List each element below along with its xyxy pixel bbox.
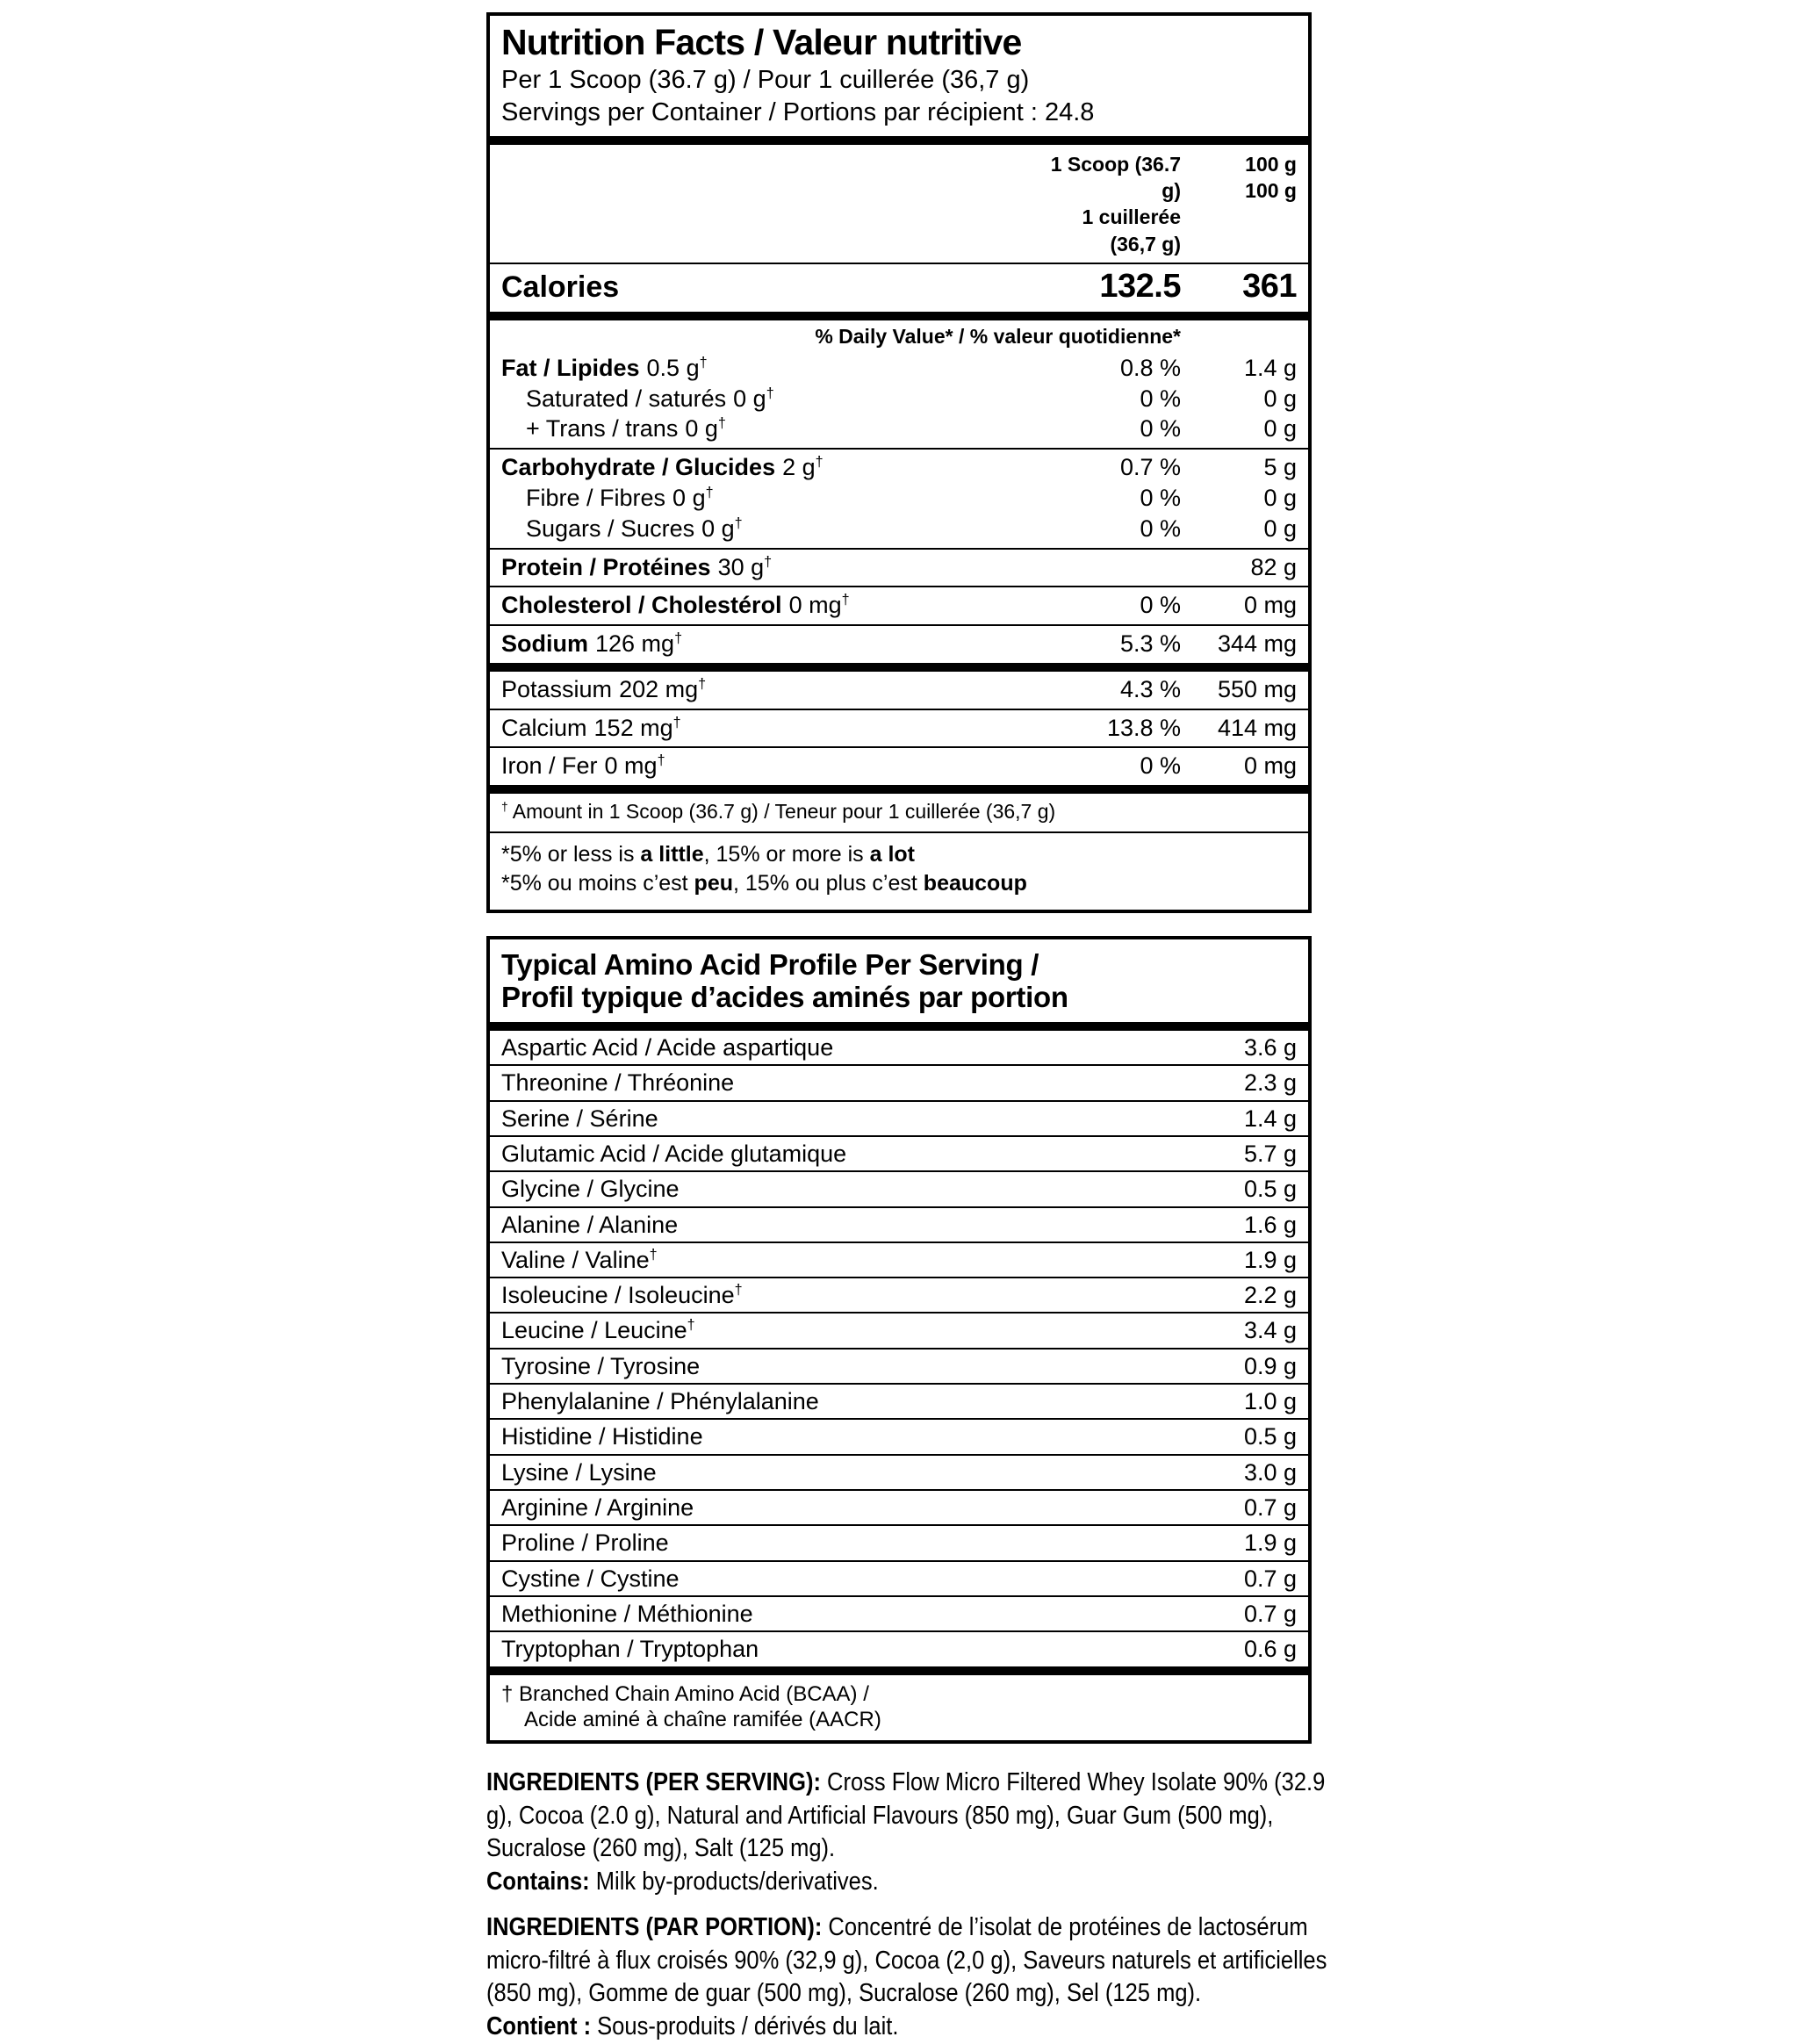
- nutrient-row-sodium: [490, 626, 1308, 663]
- amino-name: Aspartic Acid / Acide aspartique: [501, 1033, 834, 1061]
- nutrient-name: Potassium 202 mg†: [501, 675, 707, 702]
- dagger-symbol: †: [501, 800, 508, 814]
- amino-row-alanine: [490, 1208, 1308, 1243]
- amino-value: 2.3 g: [1243, 1069, 1297, 1097]
- nutrient-dv: 0.8 %: [1119, 354, 1181, 381]
- amino-value: 3.4 g: [1243, 1317, 1297, 1344]
- nutrient-per100: 82 g: [1250, 553, 1297, 580]
- nutrient-dv: 0.7 %: [1119, 454, 1181, 481]
- nutrient-per100: 0 g: [1263, 485, 1297, 511]
- amino-name: Glycine / Glycine: [501, 1176, 680, 1203]
- amino-value: 3.0 g: [1243, 1458, 1297, 1486]
- per-100g-column-header: [1181, 151, 1297, 257]
- contient-line: Contient : Sous-produits / dérivés du lait.: [486, 2012, 899, 2040]
- nutrient-name: Saturated / saturés 0 g†: [526, 385, 774, 412]
- thick-divider: [490, 312, 1308, 320]
- servings-per-container-line: Servings per Container / Portions par récipient : 24.8: [501, 97, 1095, 126]
- amino-value: 0.5 g: [1243, 1176, 1297, 1203]
- per-scoop-column-header: [1049, 151, 1181, 257]
- calories-per-100g: 361: [1242, 267, 1297, 305]
- label-content: [486, 12, 1327, 2044]
- thick-divider: [490, 1666, 1308, 1675]
- amino-row-cystine: [490, 1562, 1308, 1597]
- ingredients-section: [486, 1767, 1348, 2044]
- daily-value-header: % Daily Value* / % valeur quotidienne*: [815, 324, 1181, 348]
- dagger-symbol: †: [815, 454, 823, 471]
- amino-name: Leucine / Leucine†: [501, 1317, 695, 1344]
- amino-value: 1.9 g: [1243, 1529, 1297, 1557]
- amino-name: Histidine / Histidine: [501, 1423, 703, 1450]
- amino-value: 1.4 g: [1243, 1105, 1297, 1132]
- contains-line: Contains: Milk by-products/derivatives.: [486, 1868, 879, 1896]
- per-scoop-header-en: 1 Scoop (36.7 g): [1050, 152, 1181, 202]
- nutrient-name: Sodium 126 mg†: [501, 630, 683, 658]
- contains-label: Contains:: [486, 1868, 590, 1896]
- amino-value: 1.6 g: [1243, 1211, 1297, 1238]
- nutrient-per100: 0 g: [1263, 415, 1297, 443]
- nutrient-per100: 344 mg: [1217, 630, 1297, 658]
- amino-value: 0.9 g: [1243, 1352, 1297, 1379]
- bcaa-footnote-fr: Acide aminé à chaîne ramifée (AACR): [524, 1707, 881, 1731]
- amino-row-tryptophan: [490, 1632, 1308, 1666]
- calories-row: [490, 264, 1308, 312]
- nutrient-row-carbohydrate: [490, 450, 1308, 483]
- amino-value: 0.6 g: [1243, 1636, 1297, 1663]
- nutrient-row-saturated: [490, 384, 1308, 414]
- nutrient-dv: 0 %: [1140, 752, 1181, 780]
- amino-row-lysine: [490, 1456, 1308, 1491]
- nutrient-per100: 550 mg: [1217, 675, 1297, 702]
- percent-guide-footnote: [490, 833, 1308, 910]
- calories-label: Calories: [501, 270, 620, 304]
- amino-value: 2.2 g: [1243, 1282, 1297, 1309]
- thick-divider: [490, 1022, 1308, 1031]
- nutrient-per100: 0 mg: [1243, 592, 1297, 619]
- nutrient-per100: 0 g: [1263, 515, 1297, 542]
- calories-per-scoop: 132.5: [1099, 267, 1181, 305]
- amino-value: 0.5 g: [1243, 1423, 1297, 1450]
- dagger-symbol: †: [649, 1246, 658, 1263]
- amino-value: 5.7 g: [1243, 1140, 1297, 1167]
- nutrient-row-protein: [490, 550, 1308, 587]
- amino-row-valine: [490, 1243, 1308, 1278]
- nutrient-name: Calcium 152 mg†: [501, 714, 681, 741]
- dagger-symbol: †: [766, 385, 774, 401]
- dagger-symbol: †: [698, 675, 707, 692]
- nutrient-per100: 1.4 g: [1243, 354, 1297, 381]
- amino-acid-panel: [486, 936, 1312, 1744]
- nutrient-row-trans: [490, 414, 1308, 448]
- amino-name: Glutamic Acid / Acide glutamique: [501, 1140, 847, 1167]
- dagger-symbol: †: [687, 1317, 695, 1334]
- amino-row-serine: [490, 1102, 1308, 1137]
- amino-acid-title-fr: Profil typique d’acides aminés par portion: [501, 981, 1068, 1014]
- ingredients-fr-label: INGREDIENTS (PAR PORTION):: [486, 1912, 823, 1941]
- amino-row-leucine: [490, 1313, 1308, 1349]
- bcaa-footnote-en: † Branched Chain Amino Acid (BCAA) /: [501, 1681, 869, 1706]
- amino-row-proline: [490, 1526, 1308, 1561]
- nutrient-name: + Trans / trans 0 g†: [526, 415, 726, 443]
- nutrient-per100: 0 g: [1263, 385, 1297, 412]
- dagger-symbol: †: [734, 515, 743, 531]
- amino-row-arginine: [490, 1491, 1308, 1526]
- nutrient-dv: 5.3 %: [1119, 630, 1181, 658]
- nutrient-row-cholesterol: [490, 587, 1308, 624]
- column-headers: [490, 145, 1308, 263]
- per-100g-header-fr: 100 g: [1245, 178, 1297, 202]
- amino-name: Arginine / Arginine: [501, 1494, 694, 1521]
- nutrient-name: Sugars / Sucres 0 g†: [526, 515, 743, 542]
- nutrient-row-iron: [490, 748, 1308, 785]
- dagger-symbol: †: [657, 752, 665, 769]
- percent-guide-fr: *5% ou moins c’est peu, 15% ou plus c’est beaucoup: [501, 871, 1027, 896]
- nutrition-facts-title: Nutrition Facts / Valeur nutritive: [501, 22, 1022, 62]
- dagger-symbol: †: [717, 415, 726, 432]
- contient-label: Contient :: [486, 2012, 592, 2040]
- nutrient-per100: 5 g: [1263, 454, 1297, 481]
- amino-value: 1.0 g: [1243, 1388, 1297, 1415]
- nutrient-dv: 0 %: [1140, 385, 1181, 412]
- amino-value: 0.7 g: [1243, 1600, 1297, 1627]
- nutrient-dv: 0 %: [1140, 515, 1181, 542]
- nutrient-name: Cholesterol / Cholestérol 0 mg†: [501, 592, 850, 619]
- thick-divider: [490, 136, 1308, 145]
- bcaa-footnote: [490, 1675, 1308, 1741]
- nutrition-facts-panel: [486, 12, 1312, 913]
- amount-footnote: † Amount in 1 Scoop (36.7 g) / Teneur pour 1 cuillerée (36,7 g): [501, 800, 1056, 824]
- nutrient-row-potassium: [490, 672, 1308, 709]
- amino-row-tyrosine: [490, 1349, 1308, 1385]
- amino-name: Valine / Valine†: [501, 1246, 658, 1273]
- dagger-symbol: †: [734, 1282, 743, 1299]
- amino-name: Serine / Sérine: [501, 1105, 658, 1132]
- amino-row-glutamic-acid: [490, 1137, 1308, 1172]
- amino-value: 1.9 g: [1243, 1246, 1297, 1273]
- nutrient-dv: 0 %: [1140, 485, 1181, 511]
- nutrient-name: Fat / Lipides 0.5 g†: [501, 354, 708, 381]
- dagger-symbol: †: [705, 485, 714, 500]
- amino-row-histidine: [490, 1420, 1308, 1455]
- amino-acid-title: [490, 939, 1308, 1022]
- amino-name: Cystine / Cystine: [501, 1565, 680, 1592]
- amino-name: Tryptophan / Tryptophan: [501, 1636, 759, 1663]
- amino-value: 3.6 g: [1243, 1033, 1297, 1061]
- serving-size-line: Per 1 Scoop (36.7 g) / Pour 1 cuillerée (36,7 g): [501, 65, 1030, 94]
- amino-row-methionine: [490, 1597, 1308, 1632]
- per-100g-header-en: 100 g: [1245, 152, 1297, 176]
- nutrient-row-sugars: [490, 514, 1308, 548]
- nutrient-dv: 13.8 %: [1106, 714, 1181, 741]
- nutrient-name: Carbohydrate / Glucides 2 g†: [501, 454, 823, 481]
- per-scoop-header-fr: 1 cuillerée (36,7 g): [1082, 205, 1181, 256]
- amino-name: Isoleucine / Isoleucine†: [501, 1282, 743, 1309]
- amino-name: Alanine / Alanine: [501, 1211, 679, 1238]
- dagger-symbol: †: [764, 553, 773, 570]
- nutrient-row-fat: [490, 350, 1308, 384]
- nutrient-name: Iron / Fer 0 mg†: [501, 752, 665, 780]
- thick-divider: [490, 663, 1308, 672]
- amino-row-threonine: [490, 1066, 1308, 1101]
- dagger-symbol: †: [672, 714, 681, 731]
- amino-name: Tyrosine / Tyrosine: [501, 1352, 701, 1379]
- nutrient-per100: 414 mg: [1217, 714, 1297, 741]
- amino-value: 0.7 g: [1243, 1565, 1297, 1592]
- amino-name: Lysine / Lysine: [501, 1458, 657, 1486]
- ingredients-en-label: INGREDIENTS (PER SERVING):: [486, 1768, 821, 1797]
- amino-row-phenylalanine: [490, 1385, 1308, 1420]
- dagger-symbol: †: [699, 354, 708, 371]
- dagger-symbol: †: [674, 630, 683, 647]
- amino-name: Proline / Proline: [501, 1529, 669, 1557]
- dagger-symbol: †: [841, 592, 850, 608]
- amino-row-glycine: [490, 1172, 1308, 1207]
- nutrient-per100: 0 mg: [1243, 752, 1297, 780]
- amino-row-aspartic-acid: [490, 1031, 1308, 1066]
- nutrient-name: Protein / Protéines 30 g†: [501, 553, 773, 580]
- nutrient-dv: 0 %: [1140, 415, 1181, 443]
- amino-row-isoleucine: [490, 1278, 1308, 1313]
- nutrient-dv: 4.3 %: [1119, 675, 1181, 702]
- amino-name: Methionine / Méthionine: [501, 1600, 753, 1627]
- nutrient-row-fibre: [490, 483, 1308, 514]
- ingredients-en: INGREDIENTS (PER SERVING): Cross Flow Micro Filtered Whey Isolate 90% (32.9 g), Cocoa (2.0 g), Natural and Artificial Flavours (850 mg), Guar Gum (500 mg), Sucralose (260 mg), Salt (125 mg).: [486, 1768, 1326, 1863]
- ingredients-fr: INGREDIENTS (PAR PORTION): Concentré de l’isolat de protéines de lactosérum micro-filtré à flux croisés 90% (32,9 g), Cocoa (2,0 g), Saveurs naturels et artificielles (850 mg), Gomme de guar (500 mg), Sucralose (260 mg), Sel (125 mg).: [486, 1912, 1327, 2008]
- nutrient-name: Fibre / Fibres 0 g†: [526, 485, 714, 511]
- thick-divider: [490, 785, 1308, 794]
- amino-acid-title-en: Typical Amino Acid Profile Per Serving /: [501, 947, 1039, 981]
- amino-name: Threonine / Thréonine: [501, 1069, 735, 1097]
- nutrient-row-calcium: [490, 710, 1308, 747]
- daily-value-header-row: [490, 320, 1308, 350]
- amino-value: 0.7 g: [1243, 1494, 1297, 1521]
- nutrient-dv: 0 %: [1140, 592, 1181, 619]
- amino-name: Phenylalanine / Phénylalanine: [501, 1388, 819, 1415]
- percent-guide-en: *5% or less is a little, 15% or more is a lot: [501, 841, 915, 867]
